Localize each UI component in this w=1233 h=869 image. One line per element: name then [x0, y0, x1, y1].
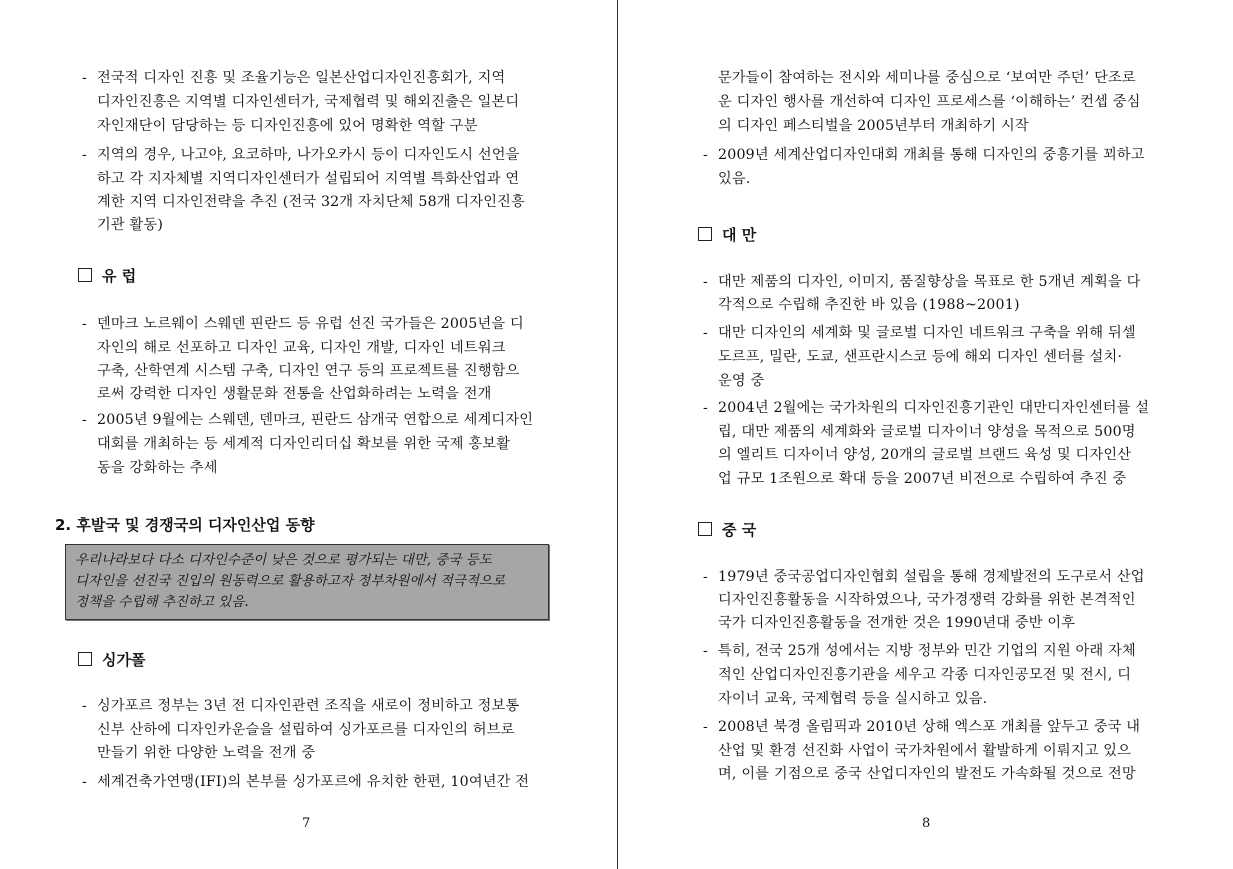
subsection-heading-singapore [78, 650, 145, 670]
text-line: 특히, 전국 25개 성에서는 지방 정부와 민간 기업의 지원 아래 자체 [718, 643, 1136, 659]
text-line: 있음. [718, 171, 751, 187]
bullet-dash: - [703, 274, 708, 290]
section-title: 2. 후발국 및 경쟁국의 디자인산업 동향 [55, 516, 315, 534]
text-line: 자인의 해로 선포하고 디자인 교육, 디자인 개발, 디자인 네트워크 [97, 340, 506, 356]
text-line: 디자인진흥활동을 시작하였으나, 국가경쟁력 강화를 위한 본격적인 [718, 592, 1136, 608]
text-line: 2008년 북경 올림픽과 2010년 상해 엑스포 개최를 앞두고 중국 내 [718, 719, 1141, 735]
text-line: 대회를 개최하는 등 세계적 디자인리더십 확보를 위한 국제 홍보활 [97, 436, 511, 452]
text-line: 2009년 세계산업디자인대회 개최를 통해 디자인의 중흥기를 꾀하고 [718, 147, 1145, 163]
bullet-dash: - [703, 569, 708, 585]
text-line: 운영 중 [718, 373, 765, 389]
bullet-dash: - [82, 316, 87, 332]
bullet-dash: - [703, 643, 708, 659]
heading-text: 대 만 [722, 226, 757, 244]
text-line: 하고 각 지자체별 지역디자인센터가 설립되어 지역별 특화산업과 연 [97, 171, 520, 187]
text-line: 로써 강력한 디자인 생활문화 전통을 산업화하려는 노력을 전개 [97, 386, 492, 402]
text-line: 2005년 9월에는 스웨덴, 덴마크, 핀란드 삼개국 연합으로 세계디자인 [97, 412, 534, 428]
bullet-dash: - [82, 774, 87, 790]
bullet-dash: - [703, 147, 708, 163]
page-number: 7 [302, 816, 311, 831]
text-line: 싱가포르 정부는 3년 전 디자인관련 조직을 새로이 정비하고 정보통 [97, 698, 520, 714]
bullet-dash: - [82, 147, 87, 163]
bullet-dash: - [703, 400, 708, 416]
text-line: 덴마크 노르웨이 스웨덴 핀란드 등 유럽 선진 국가들은 2005년을 디 [97, 316, 524, 332]
subsection-heading-china [698, 520, 756, 540]
checkbox-square-icon [698, 227, 712, 241]
text-line: 계한 지역 디자인전략을 추진 (전국 32개 자치단체 58개 디자인진흥 [97, 194, 525, 210]
text-line: 디자인진흥은 지역별 디자인센터가, 국제협력 및 해외진출은 일본디 [97, 94, 520, 110]
bullet-dash: - [82, 412, 87, 428]
checkbox-square-icon [78, 652, 92, 666]
subsection-heading-taiwan [698, 225, 756, 245]
page-number: 8 [922, 816, 931, 831]
text-line: 지역의 경우, 나고야, 요코하마, 나가오카시 등이 디자인도시 선언을 [97, 147, 520, 163]
text-line: 동을 강화하는 추세 [97, 460, 218, 476]
text-line: 도르프, 밀란, 도쿄, 샌프란시스코 등에 해외 디자인 센터를 설치· [718, 349, 1123, 365]
text-line: 대만 디자인의 세계화 및 글로벌 디자인 네트워크 구축을 위해 뒤셀 [718, 325, 1136, 341]
text-line: 각적으로 수립해 추진한 바 있음 (1988~2001) [718, 297, 1020, 313]
text-line: 운 디자인 행사를 개선하여 디자인 프로세스를 ‘이해하는’ 컨셉 중심 [718, 94, 1141, 110]
text-line: 며, 이를 기점으로 중국 산업디자인의 발전도 가속화될 것으로 전망 [718, 766, 1136, 782]
text-line: 자이너 교육, 국제협력 등을 실시하고 있음. [718, 691, 988, 707]
heading-text: 중 국 [722, 521, 757, 539]
text-line: 의 디자인 페스티벌을 2005년부터 개최하기 시작 [718, 118, 1029, 134]
text-line: 세계건축가연맹(IFI)의 본부를 싱가포르에 유치한 한편, 10여년간 전 [97, 774, 530, 790]
text-line: 산업 및 환경 선진화 사업이 국가차원에서 활발하게 이뤄지고 있으 [718, 743, 1132, 759]
text-line: 신부 산하에 디자인카운슬을 설립하여 싱가포르를 디자인의 허브로 [97, 722, 515, 738]
bullet-dash: - [703, 719, 708, 735]
text-line: 의 엘리트 디자이너 양성, 20개의 글로벌 브랜드 육성 및 디자인산 [718, 447, 1132, 463]
text-line: 대만 제품의 디자인, 이미지, 품질향상을 목표로 한 5개년 계획을 다 [718, 274, 1141, 290]
text-line: 립, 대만 제품의 세계화와 글로벌 디자이너 양성을 목적으로 500명 [718, 424, 1136, 440]
text-line: 기관 활동) [97, 217, 164, 233]
text-line: 국가 디자인진흥활동을 전개한 것은 1990년대 중반 이후 [718, 615, 1076, 631]
text-line: 자인재단이 담당하는 등 디자인진흥에 있어 명확한 역할 구분 [97, 118, 478, 134]
right-page [618, 0, 1233, 869]
checkbox-square-icon [78, 268, 92, 282]
bullet-dash: - [82, 698, 87, 714]
summary-line: 디자인을 선진국 진입의 원동력으로 활용하고자 정부차원에서 적극적으로 [75, 573, 506, 589]
checkbox-square-icon [698, 522, 712, 536]
heading-text: 유 럽 [102, 267, 137, 285]
text-line: 구축, 산학연계 시스템 구축, 디자인 연구 등의 프로젝트를 진행함으 [97, 363, 520, 379]
subsection-heading-europe [78, 266, 136, 286]
summary-box [65, 544, 549, 620]
text-line: 적인 산업디자인진흥기관을 세우고 각종 디자인공모전 및 전시, 디 [718, 667, 1132, 683]
bullet-dash: - [82, 70, 87, 86]
text-line: 문가들이 참여하는 전시와 세미나를 중심으로 ‘보여만 주던’ 단조로 [718, 70, 1136, 86]
text-line: 만들기 위한 다양한 노력을 전개 중 [97, 745, 316, 761]
summary-line: 정책을 수립해 추진하고 있음. [75, 594, 249, 610]
heading-text: 싱가폴 [102, 651, 146, 669]
text-line: 전국적 디자인 진흥 및 조율기능은 일본산업디자인진흥회가, 지역 [97, 70, 506, 86]
bullet-dash: - [703, 325, 708, 341]
text-line: 업 규모 1조원으로 확대 등을 2007년 비전으로 수립하여 추진 중 [718, 471, 1127, 487]
text-line: 1979년 중국공업디자인협회 설립을 통해 경제발전의 도구로서 산업 [718, 569, 1145, 585]
summary-line: 우리나라보다 다소 디자인수준이 낮은 것으로 평가되는 대만, 중국 등도 [75, 552, 492, 568]
text-line: 2004년 2월에는 국가차원의 디자인진흥기관인 대만디자인센터를 설 [718, 400, 1150, 416]
